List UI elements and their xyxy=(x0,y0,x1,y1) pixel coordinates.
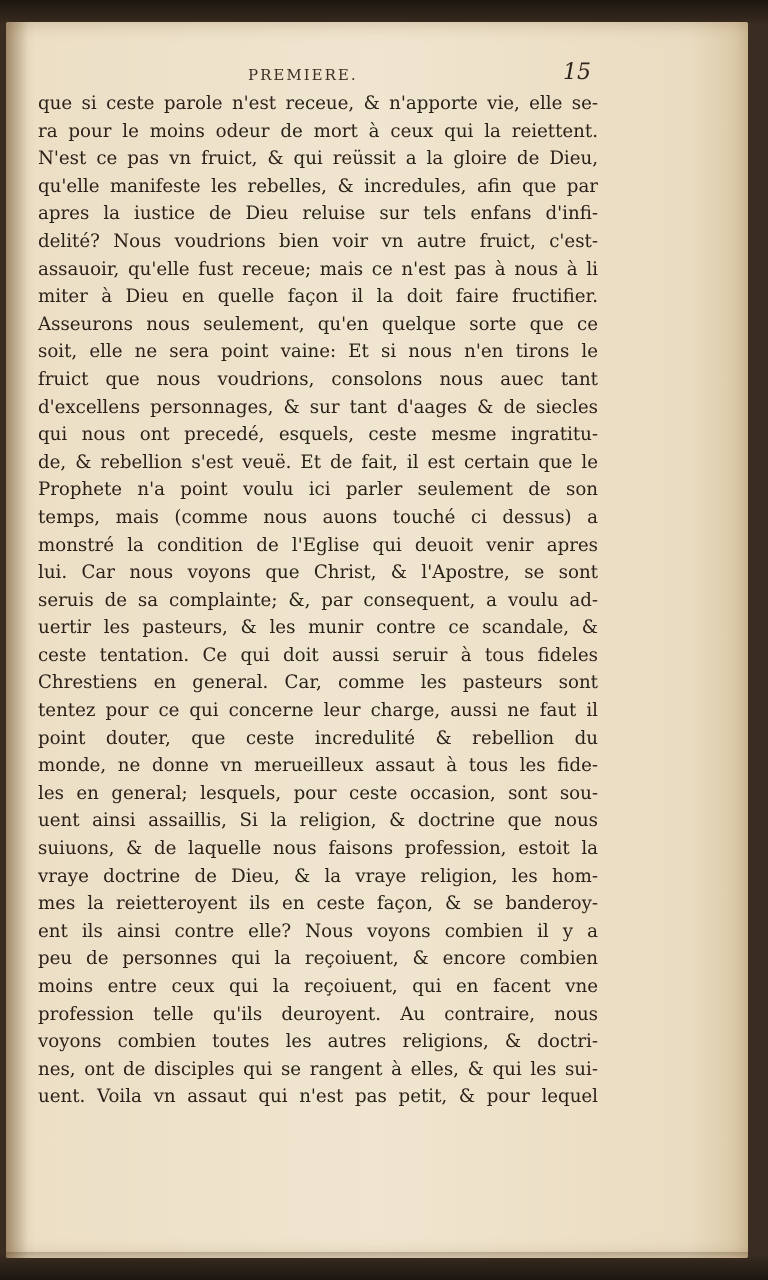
text-line: mes la reietteroyent ils en ceste façon, & se banderoy- xyxy=(38,893,598,915)
text-line: les en general; lesquels, pour ceste occasion, sont sou- xyxy=(38,782,598,804)
text-line: suiuons, & de laquelle nous faisons profession, estoit la xyxy=(38,838,598,860)
book-page xyxy=(6,22,748,1258)
text-line: moins entre ceux qui la reçoiuent, qui en facent vne xyxy=(38,976,598,997)
text-line: N'est ce pas vn fruict, & qui reüssit a la gloire de Dieu, xyxy=(38,148,598,170)
text-line: profession telle qu'ils deuroyent. Au contraire, nous xyxy=(38,1003,598,1025)
text-line: vraye doctrine de Dieu, & la vraye religion, les hom- xyxy=(38,865,598,887)
text-line: tentez pour ce qui concerne leur charge, aussi ne faut il xyxy=(38,700,598,722)
body-text xyxy=(38,90,598,1111)
text-line: seruis de sa complainte; &, par consequent, a voulu ad- xyxy=(38,589,598,611)
text-line: peu de personnes qui la reçoiuent, & encore combien xyxy=(38,948,598,970)
text-line: temps, mais (comme nous auons touché ci dessus) a xyxy=(38,506,598,528)
text-line: point douter, que ceste incredulité & rebellion du xyxy=(38,727,598,749)
text-line: qu'elle manifeste les rebelles, & incredules, afin que par xyxy=(38,175,598,197)
text-line: qui nous ont precedé, esquels, ceste mesme ingratitu- xyxy=(38,424,598,446)
text-line: de, & rebellion s'est veuë. Et de fait, il est certain que le xyxy=(38,451,598,473)
text-line: que si ceste parole n'est receue, & n'apporte vie, elle se- xyxy=(38,93,598,114)
text-line: Asseurons nous seulement, qu'en quelque sorte que ce xyxy=(38,313,598,335)
text-line: Chrestiens en general. Car, comme les pasteurs sont xyxy=(38,672,598,694)
page-number: 15 xyxy=(563,60,591,85)
text-line: d'excellens personnages, & sur tant d'aages & de siecles xyxy=(38,396,598,418)
text-line: delité? Nous voudrions bien voir vn autre fruict, c'est- xyxy=(38,230,598,252)
running-title: PREMIERE. xyxy=(248,66,358,84)
text-line: ra pour le moins odeur de mort à ceux qui la reiettent. xyxy=(38,120,598,142)
text-line: ceste tentation. Ce qui doit aussi seruir à tous fideles xyxy=(38,644,598,666)
text-line: monde, ne donne vn merueilleux assaut à tous les fide- xyxy=(38,755,598,777)
text-line: apres la iustice de Dieu reluise sur tels enfans d'infi- xyxy=(38,203,598,225)
text-line: uertir les pasteurs, & les munir contre ce scandale, & xyxy=(38,617,598,639)
gutter-shadow xyxy=(6,22,28,1258)
text-line: nes, ont de disciples qui se rangent à elles, & qui les sui- xyxy=(38,1058,598,1080)
text-line: Prophete n'a point voulu ici parler seulement de son xyxy=(38,479,598,501)
text-line: uent ainsi assaillis, Si la religion, & doctrine que nous xyxy=(38,810,598,832)
text-line: monstré la condition de l'Eglise qui deuoit venir apres xyxy=(38,534,598,556)
text-line: voyons combien toutes les autres religions, & doctri- xyxy=(38,1031,598,1053)
text-line: fruict que nous voudrions, consolons nous auec tant xyxy=(38,368,598,390)
text-line: lui. Car nous voyons que Christ, & l'Apostre, se sont xyxy=(38,562,598,584)
text-line: soit, elle ne sera point vaine: Et si nous n'en tirons le xyxy=(38,341,598,363)
page-bottom-edge xyxy=(6,1252,748,1260)
text-line: uent. Voila vn assaut qui n'est pas petit, & pour lequel xyxy=(38,1086,598,1108)
text-line: ent ils ainsi contre elle? Nous voyons combien il y a xyxy=(38,920,598,942)
text-line: assauoir, qu'elle fust receue; mais ce n'est pas à nous à li xyxy=(38,258,598,280)
text-line: miter à Dieu en quelle façon il la doit faire fructifier. xyxy=(38,286,598,308)
